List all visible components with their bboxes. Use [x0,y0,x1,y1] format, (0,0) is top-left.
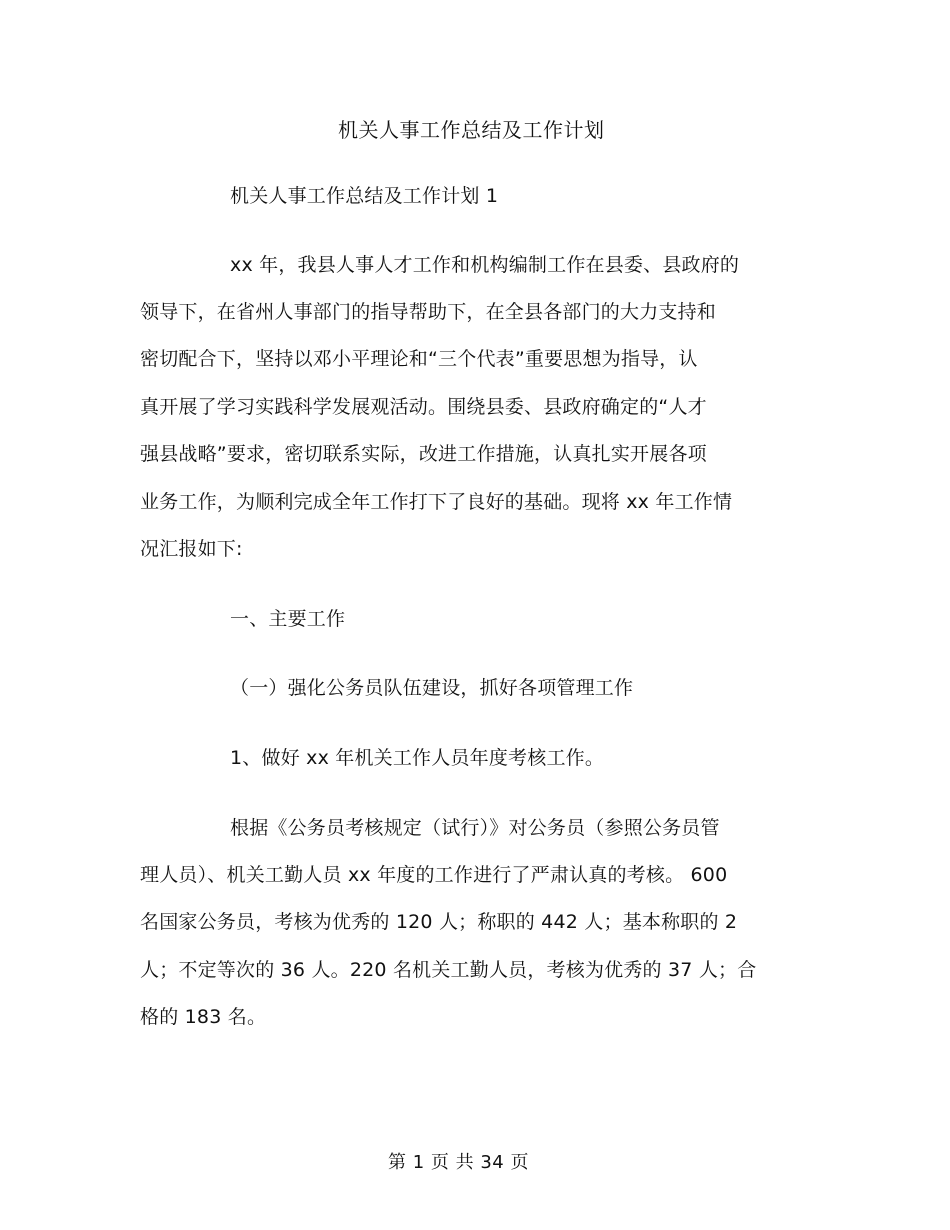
document-title: 机关人事工作总结及工作计划 [338,118,605,142]
item-heading: 1、做好 xx 年机关工作人员年度考核工作。 [230,747,605,769]
paragraph-1-line-3: 密切配合下，坚持以邓小平理论和“三个代表”重要思想为指导，认 [140,348,698,370]
paragraph-1-line-5: 强县战略”要求，密切联系实际，改进工作措施，认真扎实开展各项 [140,443,707,465]
paragraph-2-line-5: 格的 183 名。 [140,1006,267,1028]
paragraph-1-line-6: 业务工作，为顺利完成全年工作打下了良好的基础。现将 xx 年工作情 [140,491,733,513]
paragraph-1-line-7: 况汇报如下: [140,538,243,560]
paragraph-1-line-1: xx 年，我县人事人才工作和机构编制工作在县委、县政府的 [230,254,740,276]
section-heading: 一、主要工作 [230,608,346,630]
paragraph-1-line-4: 真开展了学习实践科学发展观活动。围绕县委、县政府确定的“人才 [140,396,707,418]
document-subtitle: 机关人事工作总结及工作计划 1 [230,185,499,207]
paragraph-2-line-1: 根据《公务员考核规定（试行）》对公务员（参照公务员管 [230,817,720,839]
paragraph-1-line-2: 领导下，在省州人事部门的指导帮助下，在全县各部门的大力支持和 [140,301,717,323]
paragraph-2-line-4: 人；不定等次的 36 人。220 名机关工勤人员，考核为优秀的 37 人；合 [140,959,757,981]
page-number-footer: 第 1 页 共 34 页 [388,1152,529,1173]
paragraph-2-line-3: 名国家公务员，考核为优秀的 120 人；称职的 442 人；基本称职的 2 [140,911,738,933]
paragraph-2-line-2: 理人员）、机关工勤人员 xx 年度的工作进行了严肃认真的考核。 600 [140,864,728,886]
subsection-heading: （一）强化公务员队伍建设，抓好各项管理工作 [230,677,634,699]
